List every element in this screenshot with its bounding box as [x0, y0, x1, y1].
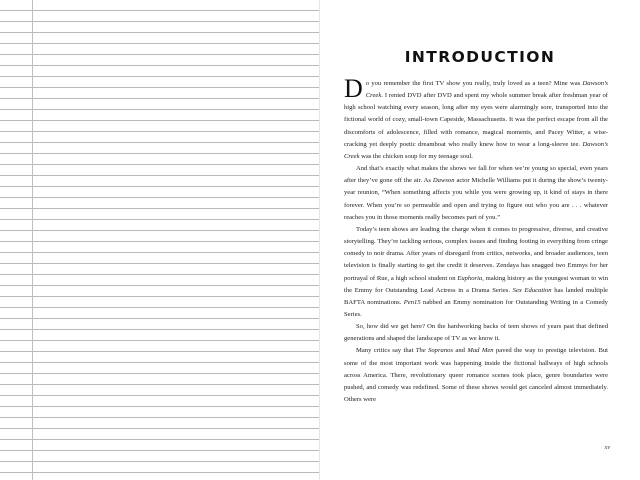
paragraph-3: [344, 224, 608, 321]
italic-title: Mad Men: [467, 347, 494, 355]
paragraph-4: So, how did we get here? On the hardworking backs of teen shows of years past that defined generations and shaped the landscape of TV as we know it.: [344, 323, 608, 343]
text-run: nabbed an Emmy nomination for Outstanding Writing in a Comedy Series.: [344, 298, 608, 318]
italic-title: Sex Education: [512, 286, 552, 294]
italic-title: Dawson’s Creek: [365, 80, 608, 100]
text-run: . I rented DVD after DVD and spent my whole summer break after freshman year of high school watching every season, long after my eyes were alarmingly sore, transported into the fictional world of cozy, small-town Capeside, Massachusetts. It was the perfect escape from all the discomforts of adolescence, filled with romance, magical moments, and Pacey Witter, a wise-cracking yet deeply poetic dreamboat who really knew how to wear a long-sleeve tee.: [344, 92, 608, 148]
text-run: was the chicken soup for my teenage soul.: [359, 152, 473, 160]
page-number: xv: [604, 445, 610, 451]
text-run: Many critics say that: [356, 347, 416, 355]
paragraph-2: [344, 163, 608, 224]
chapter-title: INTRODUCTION: [404, 48, 556, 66]
paragraph-1: [344, 74, 608, 163]
italic-title: Euphoria: [457, 274, 483, 282]
drop-cap: D: [344, 74, 363, 103]
paragraph-5: [344, 345, 608, 406]
italic-title: The Sopranos: [415, 347, 454, 355]
italic-title: Dawson: [432, 177, 455, 185]
text-run: Today’s teen shows are leading the charge when it comes to progressive, diverse, and creative storytelling. They’re tackling serious, complex issues and finding footing in everything from cringe comedy to noir drama. After years of disregard from critics, networks, and broader audiences, teen television is finally starting to get the credit it deserves. Zendaya has snagged two Emmys for her portrayal of Rue, a high school student on: [344, 225, 608, 282]
text-run: and: [453, 347, 468, 355]
italic-title: Pen15: [403, 298, 421, 306]
margin-line: [32, 0, 33, 480]
italic-title: Dawson’s Creek: [344, 140, 608, 160]
text-run: o you remember the first TV show you really, truly loved as a teen? Mine was: [365, 80, 583, 87]
text-run: has landed multiple BAFTA nominations.: [344, 286, 608, 306]
text-run: , making history as the youngest woman to win the Emmy for Outstanding Lead Actress in a Drama Series.: [344, 274, 608, 294]
text-run: And that’s exactly what makes the shows we fall for when we’re young so special, even years after they’ve gone off the air. As: [344, 165, 608, 185]
body-text: [344, 74, 609, 406]
text-run: paved the way to prestige television. But some of the most important work was happening inside the fictional hallways of high schools across America. There, revolutionary queer romance scenes took place, genre boundaries were pushed, and comedy was redefined. Some of these shows would get canceled almost immediately. Others were: [344, 347, 609, 404]
right-page: [320, 0, 640, 480]
text-run: actor Michelle Williams put it during the show’s twenty-year reunion, “When something affects you while you were growing up, it kind of stays in there forever. When you’re so permeable and open and trying to figure out who you are . . . whatever reaches you in those moments really becomes part of you.”: [344, 177, 608, 221]
